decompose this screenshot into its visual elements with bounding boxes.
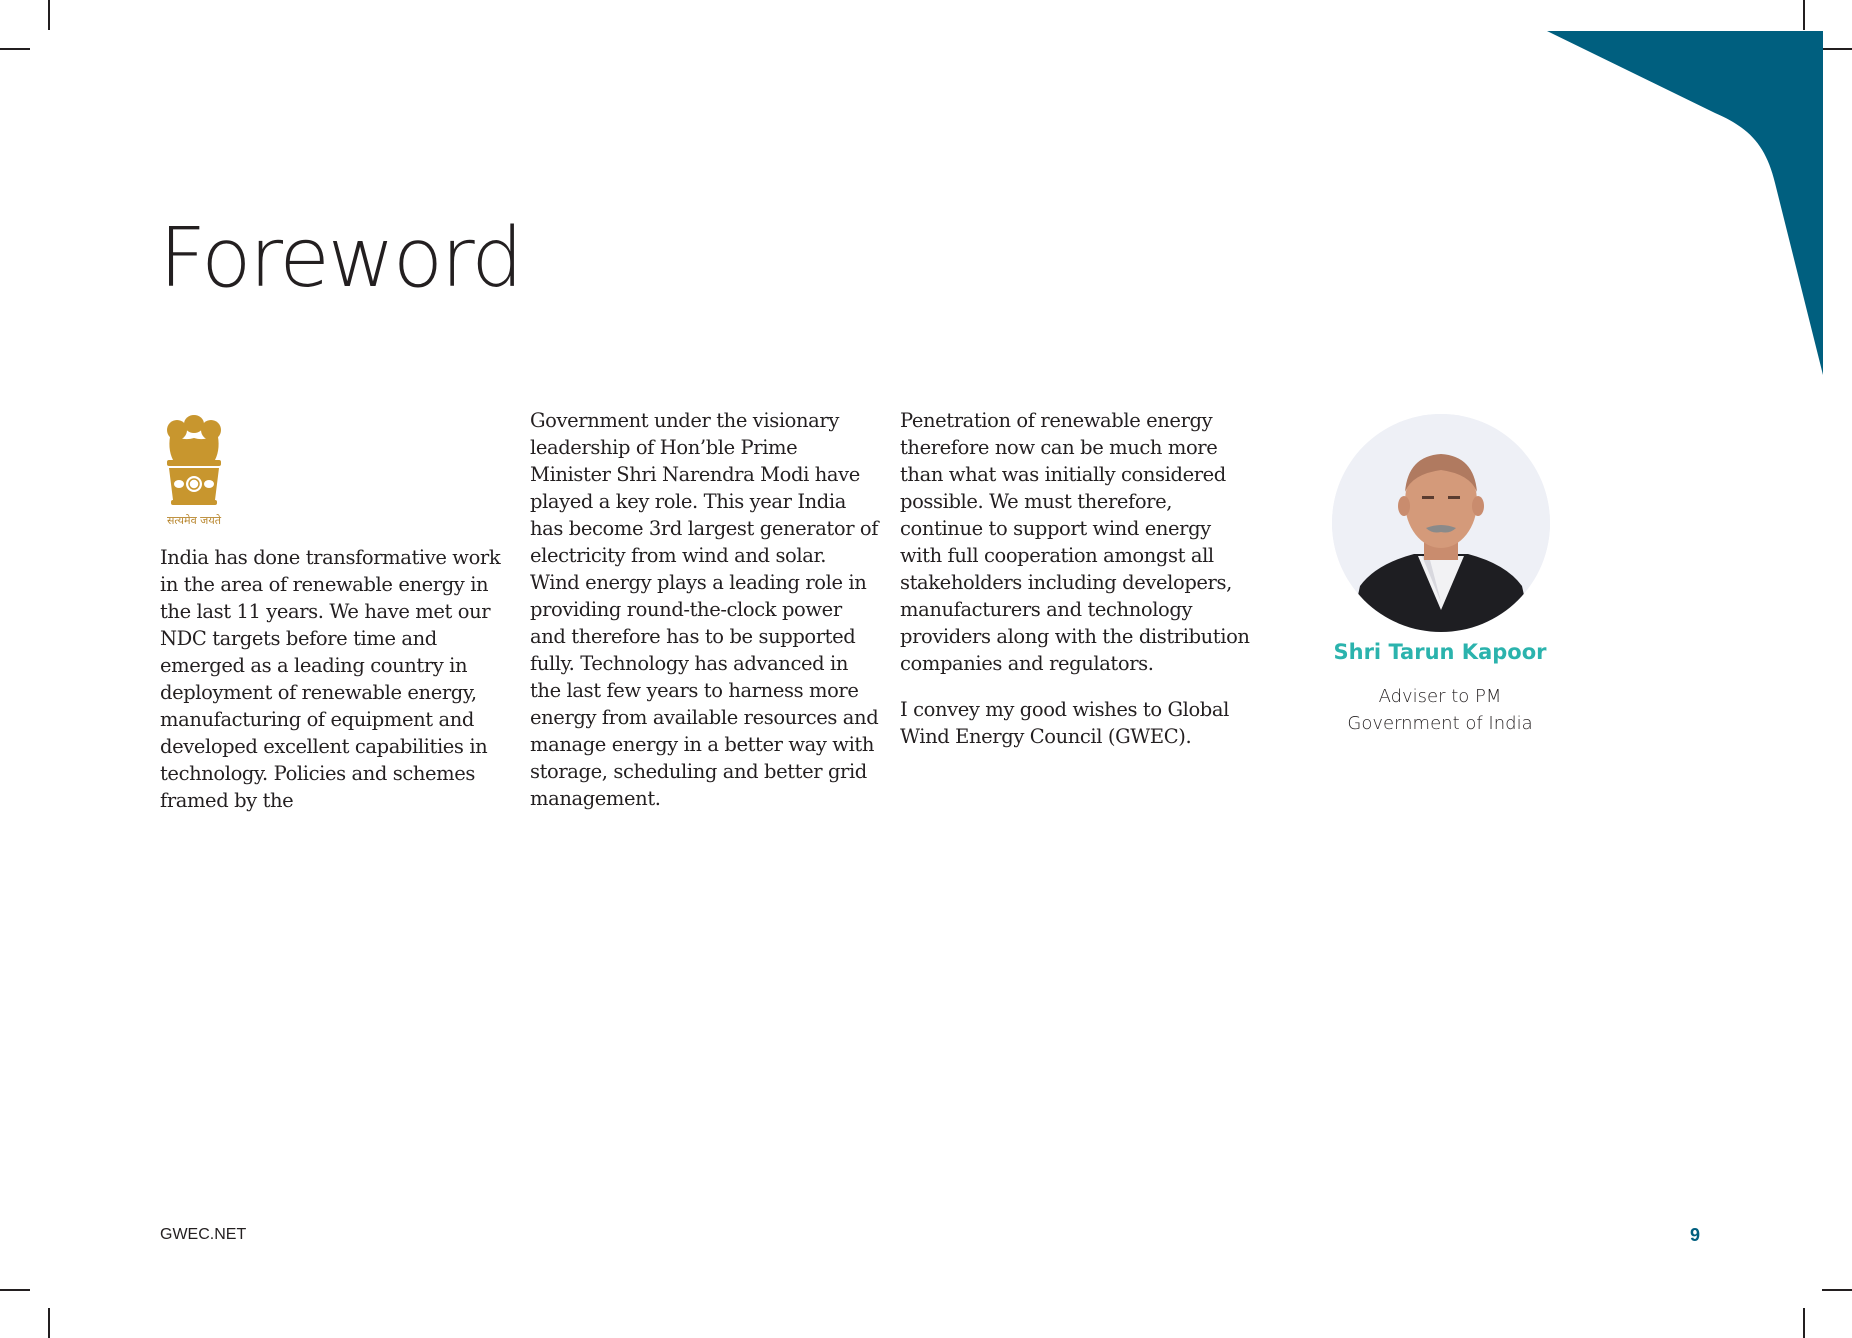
text-column-1 <box>160 544 510 833</box>
corner-decoration <box>1540 28 1852 378</box>
paragraph: Government under the visionary leadership of Hon’ble Prime Minister Shri Narendra Modi have played a key role. This year India has become 3rd largest generator of electricity from wind and solar. Wind energy plays a leading role in providing round-the-clock power and therefore has to be supported fully. Technology has advanced in the last few years to harness more energy from available resources and manage energy in a better way with storage, scheduling and better grid management. <box>530 409 879 810</box>
paragraph: Penetration of renewable energy therefore now can be much more than what was initially considered possible. We must therefore, continue to support wind energy with full cooperation amongst all stakeholders including developers, manufacturers and technology providers along with the distribution companies and regulators. <box>900 409 1250 675</box>
text-column-3 <box>900 407 1250 769</box>
signatory-role: Adviser to PM <box>1378 686 1502 707</box>
signatory-name: Shri Tarun Kapoor <box>1333 640 1547 664</box>
emblem-motto: सत्यमेव जयते <box>166 514 221 527</box>
crop-mark-bottom-left-vertical <box>48 1308 50 1338</box>
paragraph: India has done transformative work in the area of renewable energy in the last 11 years. We have met our NDC targets before time and emerged as a leading country in deployment of renewable energy, manufacturing of equipment and developed excellent capabilities in technology. Policies and schemes framed by the <box>160 546 501 812</box>
text-column-2 <box>530 407 880 831</box>
crop-mark-bottom-right-vertical <box>1803 1308 1805 1338</box>
signatory-portrait <box>1332 414 1550 632</box>
national-emblem-icon <box>157 408 231 530</box>
crop-mark-bottom-right-horizontal <box>1822 1289 1852 1291</box>
crop-mark-top-left-horizontal <box>0 48 30 50</box>
signatory-organisation: Government of India <box>1347 713 1533 734</box>
paragraph: I convey my good wishes to Global Wind Energy Council (GWEC). <box>900 698 1229 748</box>
crop-mark-top-right-vertical <box>1803 0 1805 30</box>
page-title: Foreword <box>159 211 522 306</box>
person-photo-icon <box>1332 414 1550 632</box>
footer-site: GWEC.NET <box>160 1226 247 1243</box>
crop-mark-top-left-vertical <box>48 0 50 30</box>
crop-mark-bottom-left-horizontal <box>0 1289 30 1291</box>
page-number: 9 <box>1690 1225 1701 1245</box>
